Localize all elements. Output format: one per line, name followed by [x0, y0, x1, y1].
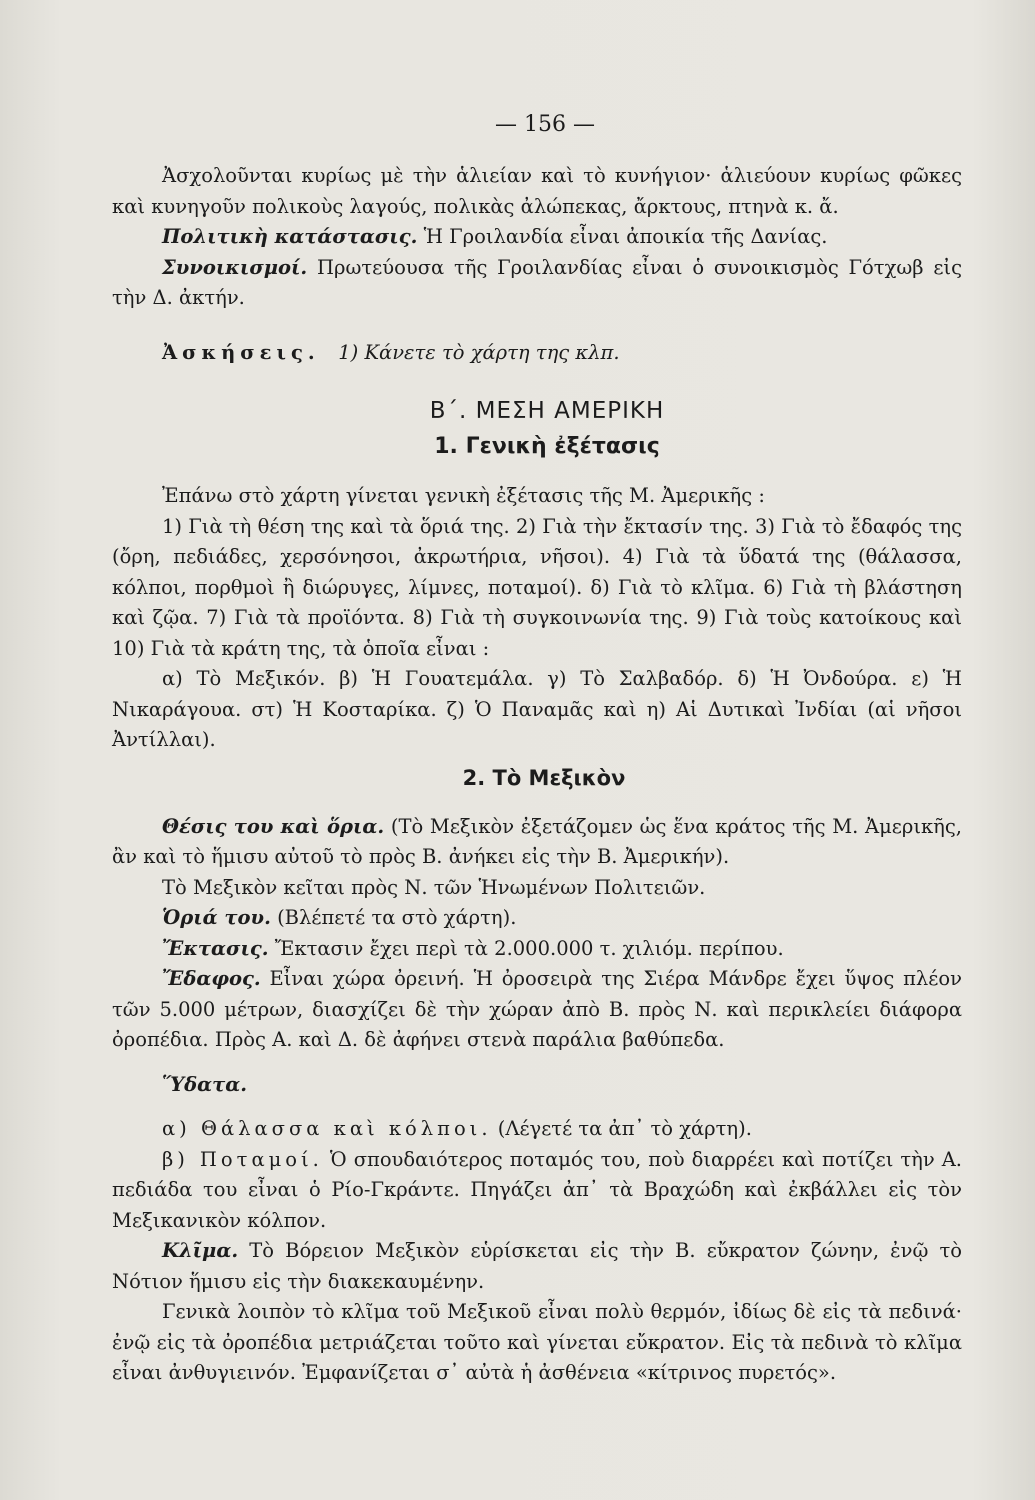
text-climate: Τὸ Βόρειον Μεξικὸν εὑρίσκεται εἰς τὴν Β. εὔκρατον ζώνην, ἐνῷ τὸ Νότιον ἥμισυ εἰς τὴν διακεκαυμένην.: [112, 1239, 962, 1293]
paragraph-location: Τὸ Μεξικὸν κεῖται πρὸς Ν. τῶν Ἡνωμένων Πολιτειῶν.: [162, 875, 706, 899]
label-climate: Κλῖμα.: [162, 1239, 239, 1262]
section-title: Β΄. ΜΕΣΗ ΑΜΕΡΙΚΗ: [429, 398, 665, 424]
page-number: — 156 —: [495, 112, 595, 137]
text-area: Ἔκτασιν ἔχει περὶ τὰ 2.000.000 τ. χιλιόμ. περίπου.: [274, 936, 784, 960]
label-rivers: β) Ποταμοί.: [162, 1147, 323, 1171]
text-exercises: 1) Κάνετε τὸ χάρτη της κλπ.: [338, 340, 620, 364]
paragraph-topics-list: 1) Γιὰ τὴ θέση της καὶ τὰ ὅριά της. 2) Γιὰ τὴν ἔκτασίν της. 3) Γιὰ τὸ ἔδαφός της (ὄρη, πεδιάδες, χερσόνησοι, ἀκρωτήρια, νῆσοι). 4) Γιὰ τὰ ὕδατά της (θάλασσα, κόλποι, πορθμοὶ ἢ διώρυγες, λίμνες, ποταμοί). δ) Γιὰ τὸ κλῖμα. 6) Γιὰ τὴ βλάστηση καὶ ζῷα. 7) Γιὰ τὰ προϊόντα. 8) Γιὰ τὴ συγκοινωνία της. 9) Γιὰ τοὺς κατοίκους καὶ 10) Γιὰ τὰ κράτη της, τὰ ὁποῖα εἶναι :: [112, 514, 962, 660]
paragraph-occupations: Ἀσχολοῦνται κυρίως μὲ τὴν ἁλιείαν καὶ τὸ κυνήγιον· ἁλιεύουν κυρίως φῶκες καὶ κυνηγοῦν πολικοὺς λαγούς, πολικὰς ἀλώπεκας, ἄρκτους, πτηνὰ κ. ἄ.: [112, 164, 962, 218]
paragraph-terrain: [112, 964, 962, 1056]
paragraph-area: [112, 934, 962, 965]
text-terrain: Εἶναι χώρα ὀρεινή. Ἡ ὀροσειρὰ της Σιέρα Μάνδρε ἔχει ὕψος πλέον τῶν 5.000 μέτρων, διασχίζει δὲ τὴν χώραν ἀπὸ Β. πρὸς Ν. καὶ περικλείει διάφορα ὀροπέδια. Πρὸς Α. καὶ Δ. δὲ ἀφήνει στενὰ παράλια βαθύπεδα.: [112, 967, 962, 1051]
text-borders: (Βλέπετέ τα στὸ χάρτη).: [277, 906, 517, 929]
label-political-status: Πολιτικὴ κατάστασις.: [162, 225, 418, 248]
paragraph-position: [112, 812, 962, 873]
text-position: (Τὸ Μεξικὸν ἐξετάζομεν ὡς ἕνα κράτος τῆς Μ. Ἀμερικῆς, ἂν καὶ τὸ ἥμισυ αὐτοῦ τὸ πρὸς Β. ἀνήκει εἰς τὴν Β. Ἀμερικήν).: [112, 814, 962, 868]
label-exercises: Ἀσκήσεις.: [162, 340, 320, 364]
text-political-status: Ἡ Γροιλανδία εἶναι ἀποικία τῆς Δανίας.: [423, 225, 828, 248]
text-settlements: Πρωτεύουσα τῆς Γροιλανδίας εἶναι ὁ συνοικισμὸς Γότχωβ εἰς τὴν Δ. ἀκτήν.: [112, 255, 962, 309]
subsection-title-general: 1. Γενικὴ ἐξέτασις: [434, 434, 660, 459]
paragraph-exercises: [112, 338, 962, 369]
text-rivers: Ὁ σπουδαιότερος ποταμός του, ποὺ διαρρέει καὶ ποτίζει τὴν Α. πεδιάδα του εἶναι ὁ Ρίο-Γκράντε. Πηγάζει ἀπ᾽ τὰ Βραχώδη καὶ ἐκβάλλει εἰς τὸν Μεξικανικὸν κόλπον.: [112, 1147, 962, 1232]
paragraph-borders: [112, 903, 962, 934]
label-seas: α) Θάλασσα καὶ κόλποι.: [162, 1117, 492, 1140]
paragraph-intro: Ἐπάνω στὸ χάρτη γίνεται γενικὴ ἐξέτασις τῆς Μ. Ἀμερικῆς :: [162, 484, 765, 507]
paragraph-rivers: [112, 1145, 962, 1237]
label-terrain: Ἔδαφος.: [162, 967, 261, 990]
subsection-title-mexico: 2. Τὸ Μεξικὸν: [462, 765, 626, 790]
paragraph-political-status: [112, 222, 962, 253]
paragraph-climate: [112, 1236, 962, 1297]
page-content: [112, 112, 962, 1389]
paragraph-climate-general: Γενικὰ λοιπὸν τὸ κλῖμα τοῦ Μεξικοῦ εἶναι πολὺ θερμόν, ἰδίως δὲ εἰς τὰ πεδινά· ἐνῷ εἰς τὰ ὀροπέδια μετριάζεται τοῦτο καὶ γίνεται εὔκρατον. Εἰς τὰ πεδινὰ τὸ κλῖμα εἶναι ἀνθυγιεινόν. Ἐμφανίζεται σ᾽ αὐτὰ ἡ ἀσθένεια «κίτρινος πυρετός».: [112, 1300, 962, 1384]
label-waters: Ὕδατα.: [162, 1072, 248, 1096]
label-settlements: Συνοικισμοί.: [162, 255, 308, 279]
text-seas: (Λέγετέ τα ἀπ᾽ τὸ χάρτη).: [497, 1117, 752, 1140]
label-position: Θέσις του καὶ ὅρια.: [162, 814, 385, 838]
paragraph-waters: [112, 1070, 962, 1101]
label-area: Ἔκτασις.: [162, 936, 269, 960]
paragraph-seas: [112, 1114, 962, 1145]
label-borders: Ὁριά του.: [162, 906, 271, 929]
paragraph-settlements: [112, 253, 962, 314]
paragraph-states-list: α) Τὸ Μεξικόν. β) Ἡ Γουατεμάλα. γ) Τὸ Σαλβαδόρ. δ) Ἡ Ὀνδούρα. ε) Ἡ Νικαράγουα. στ) Ἡ Κοσταρίκα. ζ) Ὁ Παναμᾶς καὶ η) Αἱ Δυτικαὶ Ἰνδίαι (αἱ νῆσοι Ἀντίλλαι).: [112, 667, 962, 751]
